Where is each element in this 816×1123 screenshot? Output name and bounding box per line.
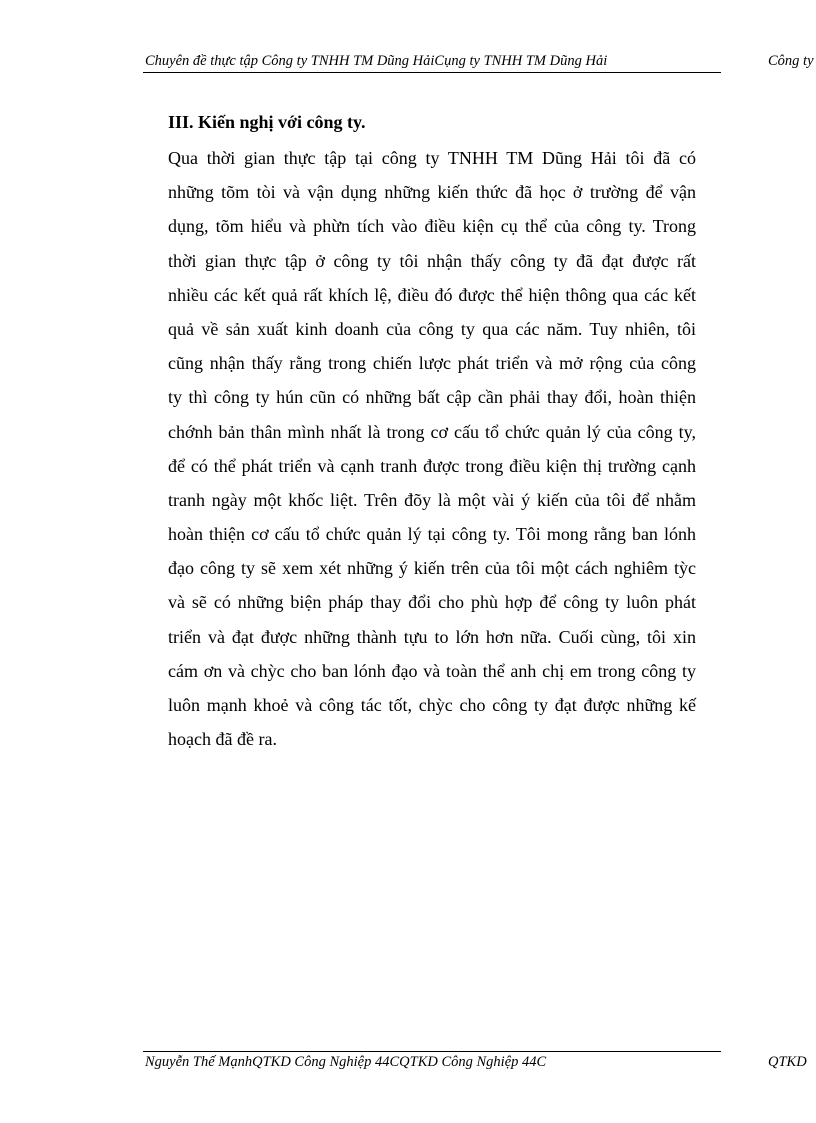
paragraph-line: hoàn thiện cơ cấu tổ chức quản lý tại công ty. Tôi mong rằng ban lónh (168, 524, 696, 545)
paragraph-line: để có thể phát triển và cạnh tranh được trong điều kiện thị trường cạnh (168, 455, 696, 476)
paragraph-line: luôn mạnh khoẻ và công tác tốt, chỳc cho công ty đạt được những kế (168, 695, 696, 715)
footer-rule (143, 1051, 721, 1052)
paragraph-line: hoạch đã đề ra. (168, 729, 277, 750)
paragraph-line: những tõm tòi và vận dụng những kiến thức đã học ở trường để vận (168, 182, 696, 203)
running-footer: Nguyễn Thế MạnhQTKD Công Nghiệp 44CQTKD Công Nghiệp 44C (145, 1054, 547, 1070)
paragraph-line: dụng, tõm hiểu và phừn tích vào điều kiện cụ thể của công ty. Trong (168, 216, 696, 237)
paragraph-line: chớnh bản thân mình nhất là trong cơ cấu tổ chức quản lý của công ty, (168, 421, 696, 442)
section-heading: III. Kiến nghị với công ty. (168, 112, 366, 132)
paragraph-line: Qua thời gian thực tập tại công ty TNHH TM Dũng Hải tôi đã có (168, 148, 696, 168)
paragraph-line: cám ơn và chỳc cho ban lónh đạo và toàn thể anh chị em trong công ty (168, 660, 696, 681)
paragraph-line: quả về sản xuất kinh doanh của công ty qua các năm. Tuy nhiên, tôi (168, 318, 696, 339)
paragraph-line: thời gian thực tập ở công ty tôi nhận thấy công ty đã đạt được rất (168, 250, 696, 271)
paragraph-line: nhiều các kết quả rất khích lệ, điều đó được thể hiện thông qua các kết (168, 284, 696, 305)
paragraph-line: triển và đạt được những thành tựu to lớn hơn nữa. Cuối cùng, tôi xin (168, 626, 696, 647)
header-rule (143, 72, 721, 73)
paragraph-line: cũng nhận thấy rằng trong chiến lược phát triển và mở rộng của công (168, 353, 696, 374)
body-paragraph (168, 141, 696, 756)
running-header-right: Công ty (768, 53, 814, 69)
paragraph-line: ty thì công ty hún cũn có những bất cập cần phải thay đổi, hoàn thiện (168, 387, 696, 408)
running-footer-right: QTKD (768, 1054, 807, 1070)
paragraph-line: và sẽ có những biện pháp thay đổi cho phù hợp để công ty luôn phát (168, 592, 696, 613)
paragraph-line: tranh ngày một khốc liệt. Trên đõy là một vài ý kiến của tôi để nhằm (168, 489, 696, 510)
running-header: Chuyên đề thực tập Công ty TNHH TM Dũng HảiCụng ty TNHH TM Dũng Hải (145, 53, 608, 69)
paragraph-line: đạo công ty sẽ xem xét những ý kiến trên của tôi một cách nghiêm tỳc (168, 558, 696, 579)
